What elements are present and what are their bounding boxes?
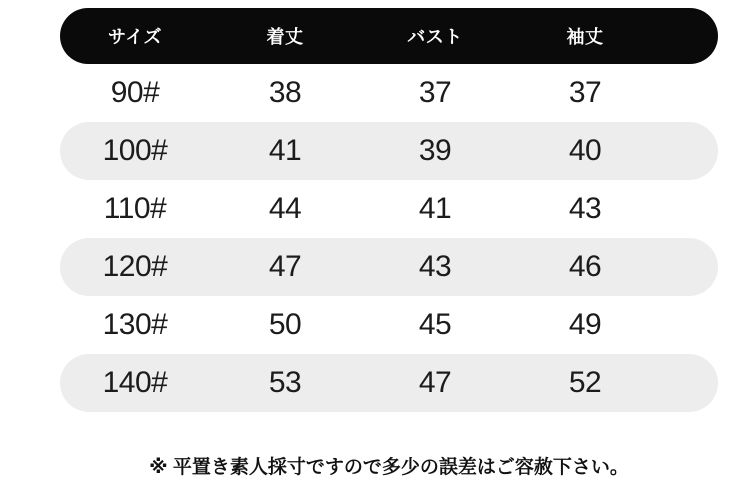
- size-chart-table: [60, 8, 718, 412]
- column-header-bust: バスト: [407, 27, 463, 47]
- table-row: [60, 238, 718, 296]
- table-cell-length: 53: [268, 366, 302, 399]
- column-header-sleeve: 袖丈: [566, 27, 604, 47]
- column-header-size: サイズ: [107, 27, 163, 47]
- table-cell-size: 90#: [110, 76, 160, 109]
- table-cell-sleeve: 43: [568, 192, 602, 225]
- table-cell-bust: 45: [418, 308, 452, 341]
- table-row: [60, 64, 718, 122]
- measurement-disclaimer-note: ※ 平置き素人採寸ですので多少の誤差はご容赦下さい。: [149, 457, 629, 478]
- table-cell-bust: 43: [418, 250, 452, 283]
- table-cell-sleeve: 46: [568, 250, 602, 283]
- table-cell-size: 120#: [102, 250, 168, 283]
- table-row: [60, 296, 718, 354]
- table-cell-bust: 37: [418, 76, 452, 109]
- table-row: [60, 180, 718, 238]
- table-cell-sleeve: 37: [568, 76, 602, 109]
- table-cell-bust: 39: [418, 134, 452, 167]
- table-cell-sleeve: 49: [568, 308, 602, 341]
- table-cell-length: 50: [268, 308, 302, 341]
- table-cell-size: 100#: [102, 134, 168, 167]
- table-cell-length: 41: [268, 134, 302, 167]
- table-header-row: [60, 8, 718, 64]
- table-cell-bust: 41: [418, 192, 452, 225]
- table-cell-length: 38: [268, 76, 302, 109]
- table-cell-size: 130#: [102, 308, 168, 341]
- table-cell-sleeve: 40: [568, 134, 602, 167]
- table-cell-bust: 47: [418, 366, 452, 399]
- column-header-length: 着丈: [266, 27, 304, 47]
- table-cell-length: 47: [268, 250, 302, 283]
- table-cell-size: 140#: [102, 366, 168, 399]
- table-cell-sleeve: 52: [568, 366, 602, 399]
- table-cell-size: 110#: [103, 192, 167, 225]
- table-cell-length: 44: [268, 192, 302, 225]
- table-row: [60, 122, 718, 180]
- table-row: [60, 354, 718, 412]
